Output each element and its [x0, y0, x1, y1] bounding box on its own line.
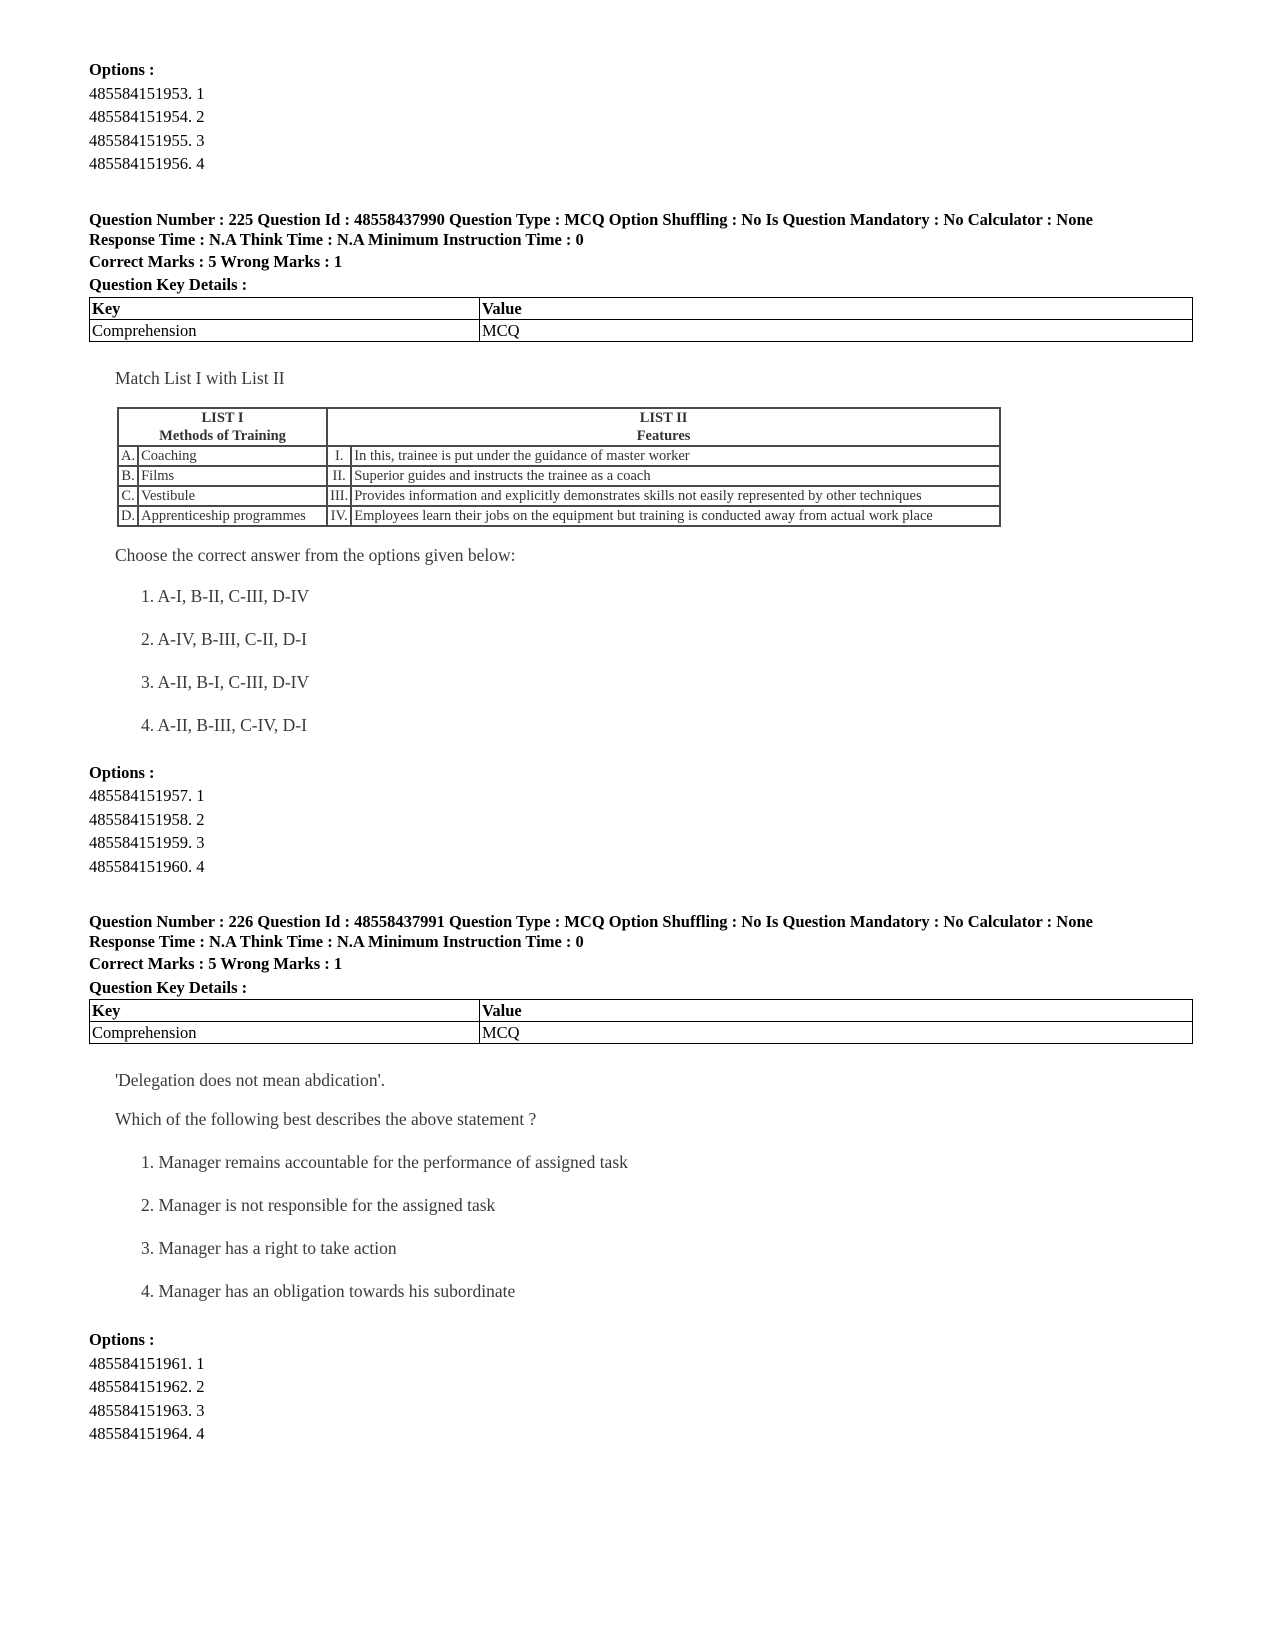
answer-choice: 4. A-II, B-III, C-IV, D-I — [141, 714, 307, 735]
table-row — [118, 486, 1000, 506]
option-line: 485584151964. 4 — [89, 1424, 205, 1443]
table-header-value: Value — [480, 297, 1193, 319]
answer-choice: 1. Manager remains accountable for the performance of assigned task — [141, 1152, 628, 1172]
marks-line: Correct Marks : 5 Wrong Marks : 1 — [89, 954, 343, 973]
key-details-label: Question Key Details : — [89, 977, 248, 997]
table-header-key: Key — [90, 297, 480, 319]
row-letter: C. — [118, 486, 138, 506]
table-row — [90, 1022, 1193, 1044]
marks-line: Correct Marks : 5 Wrong Marks : 1 — [89, 251, 343, 271]
key-details-table — [89, 999, 1193, 1044]
option-line: 485584151963. 3 — [89, 1400, 205, 1420]
row-method: Films — [138, 466, 327, 486]
question-header: Question Number : 226 Question Id : 48558437991 Question Type : MCQ Option Shuffling : No Is Question Mandatory : No Calculator : None — [89, 912, 1093, 931]
row-letter: B. — [118, 466, 138, 486]
list-two-subtitle: Features — [636, 427, 691, 444]
match-table — [117, 407, 1001, 527]
list-two-header — [327, 408, 1000, 446]
row-numeral: II. — [327, 466, 351, 486]
row-feature: Employees learn their jobs on the equipment but training is conducted away from actual work place — [351, 506, 1000, 526]
document-page — [89, 58, 1193, 1446]
answer-choice: 3. Manager has a right to take action — [141, 1238, 397, 1258]
row-method: Coaching — [138, 446, 327, 466]
table-cell-value: MCQ — [480, 319, 1193, 341]
question-text: Which of the following best describes the above statement ? — [115, 1109, 537, 1129]
table-cell-value: MCQ — [480, 1022, 1193, 1044]
question-226 — [89, 912, 1193, 1446]
table-row — [118, 466, 1000, 486]
question-statement: 'Delegation does not mean abdication'. — [115, 1070, 386, 1090]
question-header: Question Number : 225 Question Id : 48558437990 Question Type : MCQ Option Shuffling : No Is Question Mandatory : No Calculator : None — [89, 209, 1093, 229]
table-row — [90, 297, 1193, 319]
table-cell-key: Comprehension — [90, 1022, 480, 1044]
table-row — [118, 408, 1000, 446]
question-prompt: Match List I with List II — [115, 367, 285, 388]
row-numeral: I. — [327, 446, 351, 466]
table-row — [90, 1000, 1193, 1022]
options-label: Options : — [89, 60, 155, 79]
row-feature: Provides information and explicitly demonstrates skills not easily represented by other techniques — [351, 486, 1000, 506]
list-one-title: LIST I — [201, 409, 244, 426]
option-line: 485584151958. 2 — [89, 809, 205, 829]
row-letter: D. — [118, 506, 138, 526]
question-225 — [89, 210, 1193, 879]
question-image — [89, 1070, 1193, 1302]
question-header-line2: Response Time : N.A Think Time : N.A Minimum Instruction Time : 0 — [89, 229, 584, 249]
option-line: 485584151957. 1 — [89, 786, 205, 805]
option-line: 485584151961. 1 — [89, 1353, 205, 1373]
options-label: Options : — [89, 1330, 155, 1349]
option-line: 485584151955. 3 — [89, 130, 205, 150]
option-line: 485584151956. 4 — [89, 154, 205, 173]
list-one-header — [118, 408, 327, 446]
question-image — [89, 368, 1193, 736]
options-label: Options : — [89, 762, 155, 782]
option-line: 485584151959. 3 — [89, 833, 205, 852]
table-row — [90, 319, 1193, 341]
row-method: Apprenticeship programmes — [138, 506, 327, 526]
option-line: 485584151954. 2 — [89, 107, 205, 126]
option-line: 485584151960. 4 — [89, 856, 205, 876]
question-header-line2: Response Time : N.A Think Time : N.A Minimum Instruction Time : 0 — [89, 932, 584, 951]
answer-choice: 1. A-I, B-II, C-III, D-IV — [141, 585, 310, 606]
row-feature: In this, trainee is put under the guidance of master worker — [351, 446, 1000, 466]
key-details-table — [89, 297, 1193, 342]
list-one-subtitle: Methods of Training — [159, 427, 286, 444]
top-options — [89, 58, 1193, 176]
list-two-title: LIST II — [639, 409, 688, 426]
answer-choice: 2. A-IV, B-III, C-II, D-I — [141, 628, 307, 649]
row-letter: A. — [118, 446, 138, 466]
table-cell-key: Comprehension — [90, 319, 480, 341]
table-row — [118, 506, 1000, 526]
table-row — [118, 446, 1000, 466]
row-method: Vestibule — [138, 486, 327, 506]
option-line: 485584151962. 2 — [89, 1377, 205, 1396]
answer-choice: 4. Manager has an obligation towards his subordinate — [141, 1281, 516, 1301]
row-numeral: IV. — [327, 506, 351, 526]
table-header-key: Key — [90, 1000, 480, 1022]
option-line: 485584151953. 1 — [89, 83, 205, 103]
row-numeral: III. — [327, 486, 351, 506]
answer-choice: 3. A-II, B-I, C-III, D-IV — [141, 671, 310, 692]
table-header-value: Value — [480, 1000, 1193, 1022]
row-feature: Superior guides and instructs the trainee as a coach — [351, 466, 1000, 486]
choose-instruction: Choose the correct answer from the options given below: — [115, 544, 516, 565]
key-details-label: Question Key Details : — [89, 275, 248, 294]
answer-choice: 2. Manager is not responsible for the assigned task — [141, 1195, 496, 1215]
